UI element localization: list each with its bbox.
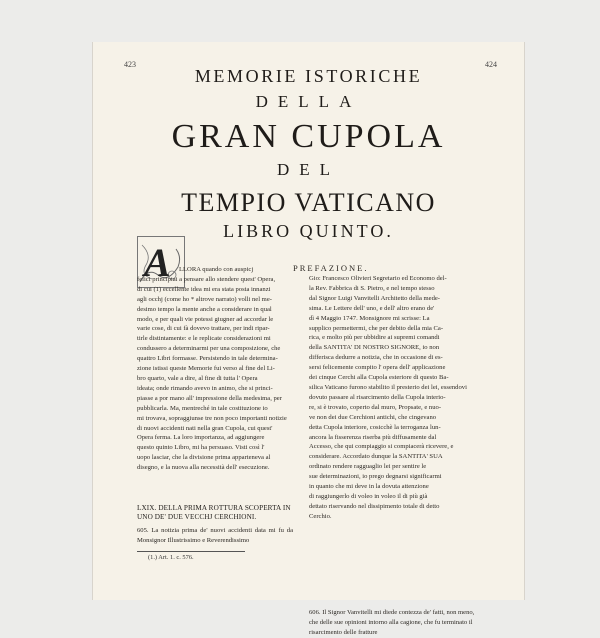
left-line: agli occhj (come ho * altrove narrato) volli nel me- — [137, 295, 272, 303]
right-line: dal Signor Luigi Vanvitelli Architetto della mede- — [309, 294, 440, 302]
title-line-4: DEL — [276, 160, 341, 179]
left-line: disegno, e la nuova alla necessità dell' esecuzione. — [137, 464, 270, 472]
right-line: dei cinque Cerchi alla Cupola esteriore di questo Ba- — [309, 374, 449, 382]
left-line: pubblicarla. Ma, mentreché in tale costituzione io — [137, 404, 268, 412]
right-line: sue determinazioni, io prego degnarsi significarmi — [309, 473, 442, 481]
right-line: differisca dedurre a notizia, che in occasione di es- — [309, 354, 443, 362]
section-heading: LXIX. DELLA PRIMA ROTTURA SCOPERTA IN UNO DE' DUE VECCHJ CERCHIONI. — [137, 504, 291, 521]
section-body: 605. La notizia prima de' nuovi accidenti data mi fu da Monsignor Illustrissimo e Reverendissimo — [137, 527, 293, 544]
left-line: di nuovi accidenti nati nella gran Cupola, cui quest' — [137, 424, 273, 432]
page-number-right: 424 — [485, 60, 497, 69]
right-line: sima. Le Lettere dell' uno, e dell' altro erano de' — [309, 304, 435, 312]
right-line: ordinato rendere ragguaglio lei per sentire le — [309, 463, 427, 471]
left-line: uopo lasciar, che la divisione prima apparteneva al — [137, 454, 271, 462]
left-line: piasse a por mano all' impressione della medesima, per — [137, 394, 282, 402]
right-line: detta Cupola interiore, cosicchè la terroganza lun- — [309, 423, 441, 431]
right-column-text — [309, 274, 484, 522]
right-line: della SANTITA' DI NOSTRO SIGNORE, io non — [309, 344, 440, 352]
title-line-2: DELLA — [255, 92, 362, 111]
right-line: in quanto che mi deve in la dovuta attenzione — [309, 483, 429, 491]
right-line: supplico permettermi, che per debito della mia Ca- — [309, 324, 444, 332]
right-line: sersi felicemente compito l' opera dell' applicazione — [309, 364, 446, 372]
preface-heading: PREFAZIONE. — [293, 263, 369, 273]
left-line: zione istissi queste Memorie fui verso al fine del Li- — [137, 365, 275, 373]
right-line: dì 4 Maggio 1747. Monsignore mi scrisse: La — [309, 314, 430, 322]
footnote: (1.) Art. 1. c. 576. — [148, 554, 194, 561]
left-line: quattro Libri formasse. Persistendo in tale determina- — [137, 355, 278, 363]
book-page — [93, 42, 524, 636]
left-line: mi trovava, sopraggiunse tre non poco importanti notizie — [137, 414, 287, 422]
left-line: questo quinto Libro, mi ha persuaso. Visti così l' — [137, 444, 265, 452]
title-line-5: TEMPIO VATICANO — [181, 188, 436, 217]
left-line: modo, e per quali vie potessi giugner ad accordar le — [137, 315, 274, 323]
right-line: la Rev. Fabbrica di S. Pietro, e nel tempo stesso — [309, 284, 435, 292]
title-line-6: LIBRO QUINTO. — [223, 221, 394, 241]
title-line-1: MEMORIE ISTORICHE — [194, 66, 423, 86]
right-line: re, si è trovato, coperto dal muro, Propsate, e nuo- — [309, 403, 442, 411]
left-line: tirle distintamente: e le replicate considerazioni mi — [137, 335, 271, 343]
left-line: felici principiai a pensare allo stendere quest' Opera, — [137, 275, 276, 283]
right-line: Cerchio. — [309, 512, 332, 520]
right-bottom-paragraph: 606. Il Signor Vanvitelli mi diede contezza de' fatti, non meno, che delle sue opinioni intorno alla cagione, che fu terminato il risarcimento delle fratture — [309, 609, 475, 636]
right-line: dovuto passare al risarcimento della Cupola interio- — [309, 393, 446, 401]
left-line: di cui (1) eccellente idea mi era stata posta innanzi — [137, 285, 271, 293]
decorated-initial-letter: A — [144, 240, 171, 285]
left-line: bro quarto, vale a dire, al fine di tutta l' Opera — [137, 374, 258, 382]
left-line: varie cose, di cui fà dovevo trattare, per indi ripar- — [137, 325, 270, 333]
right-line: ancora la fisserenza riserba più diffusamente dal — [309, 433, 437, 441]
right-line: considerare. Accordato dunque la SANTITA' SUA — [309, 453, 443, 461]
left-line: Opera ferma. La loro importanza, ad aggiungere — [137, 434, 265, 442]
right-line: rica, e molto più per ubbidire ai supremi comandi — [309, 334, 440, 342]
left-line: desimo tempo la mente anche a considerare in qual — [137, 305, 272, 313]
right-line: dettato riservando nel dissipimento totale di detto — [309, 502, 440, 510]
left-column-text — [137, 265, 293, 473]
right-line: Gio: Francesco Olivieri Segretario ed Economo del- — [309, 275, 447, 282]
right-line: silica Vaticano furono stabilito il presterio dei lei, essendovi — [309, 383, 467, 391]
left-line: LLORA quando con auspicj — [179, 266, 254, 273]
page-number-left: 423 — [124, 60, 136, 69]
right-line: di raggiungerlo di voleo in voleo il di più già — [309, 492, 428, 500]
left-line: ideata; onde rimando avevo in animo, che si princi- — [137, 384, 273, 392]
title-line-3: GRAN CUPOLA — [171, 118, 446, 155]
left-line: condussero a determinarmi per una composizione, che — [137, 345, 281, 353]
right-line: ve non dei due Cerchioni antichi, che cingevano — [309, 413, 437, 421]
footnote-rule — [137, 551, 245, 552]
right-line: Accesso, che qui compiaggio si compiacerà ricevere, e — [309, 443, 454, 451]
